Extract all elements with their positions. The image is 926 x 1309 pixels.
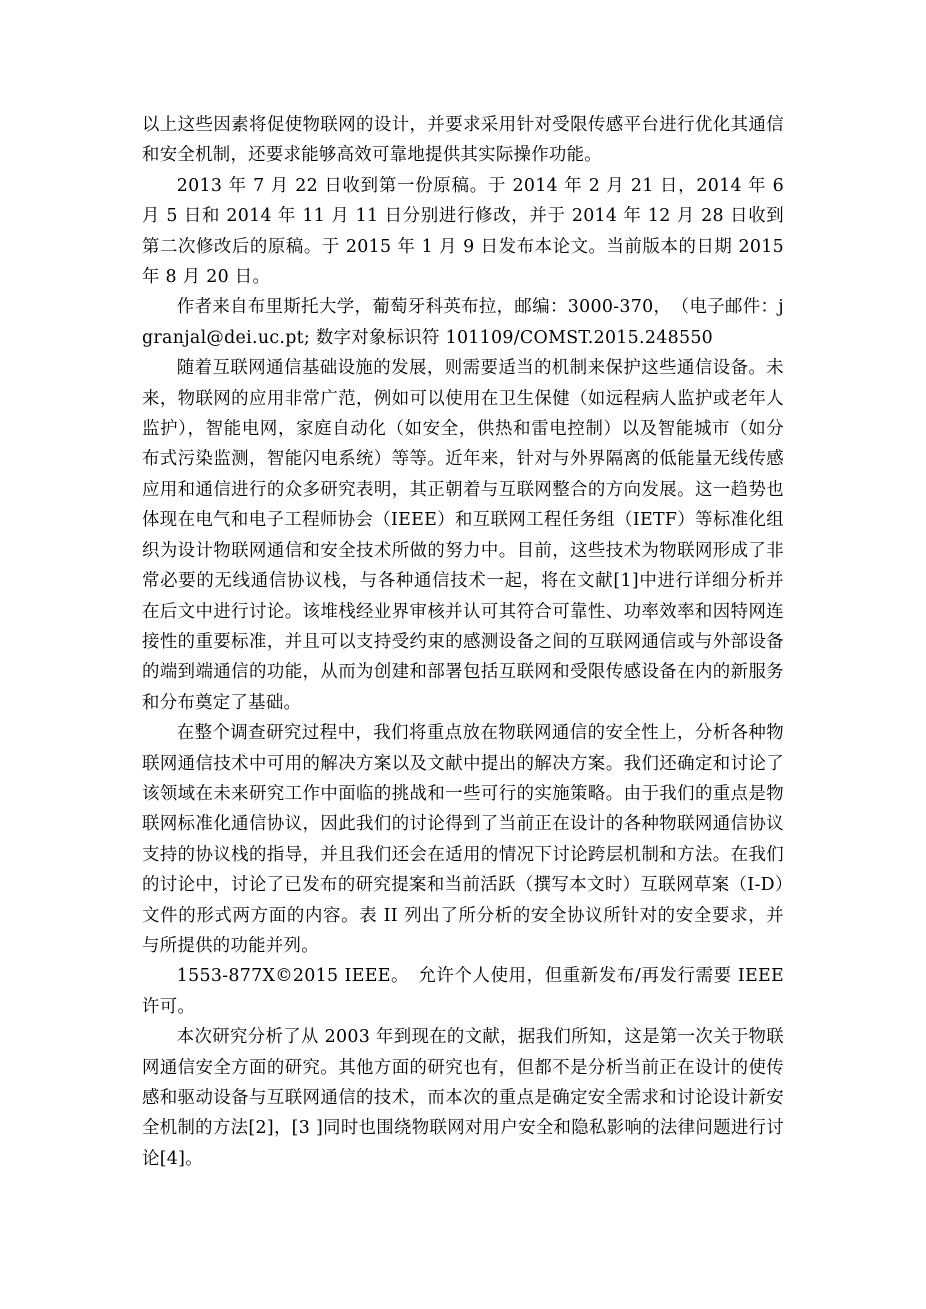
document-page — [142, 110, 784, 1174]
paragraph-survey-scope: 在整个调查研究过程中，我们将重点放在物联网通信的安全性上，分析各种物联网通信技术中可用的解决方案以及文献中提出的解决方案。我们还确定和讨论了该领域在未来研究工作中面临的挑战和一些可行的实施策略。由于我们的重点是物联网标准化通信协议，因此我们的讨论得到了当前正在设计的各种物联网通信协议支持的协议栈的指导，并且我们还会在适用的情况下讨论跨层机制和方法。在我们的讨论中，讨论了已发布的研究提案和当前活跃（撰写本文时）互联网草案（I-D）文件的形式两方面的内容。表 II 列出了所分析的安全协议所针对的安全要求，并与所提供的功能并列。 — [142, 723, 784, 956]
paragraph-author-affiliation: 作者来自布里斯托大学，葡萄牙科英布拉，邮编：3000-370， （电子邮件：jgranjal@dei.uc.pt; 数字对象标识符 101109/COMST.2015.248550 — [142, 297, 784, 348]
paragraph-continuation: 以上这些因素将促使物联网的设计，并要求采用针对受限传感平台进行优化其通信和安全机制，还要求能够高效可靠地提供其实际操作功能。 — [142, 115, 784, 166]
paragraph-literature-analysis: 本次研究分析了从 2003 年到现在的文献，据我们所知，这是第一次关于物联网通信安全方面的研究。其他方面的研究也有，但都不是分析当前正在设计的使传感和驱动设备与互联网通信的技术，而本次的重点是确定安全需求和讨论设计新安全机制的方法[2]，[3 ]同时也围绕物联网对用户安全和隐私影响的法律问题进行讨论[4]。 — [142, 1027, 784, 1169]
paragraph-copyright: 1553-877X©2015 IEEE。 允许个人使用，但重新发布/再发行需要 IEEE 许可。 — [142, 966, 784, 1017]
paragraph-received-dates: 2013 年 7 月 22 日收到第一份原稿。于 2014 年 2 月 21 日，2014 年 6 月 5 日和 2014 年 11 月 11 日分别进行修改，并于 2014 年 12 月 28 日收到第二次修改后的原稿。于 2015 年 1 月 9 日发布本论文。当前版本的日期 2015 年 8 月 20 日。 — [142, 175, 784, 288]
paragraph-background: 随着互联网通信基础设施的发展，则需要适当的机制来保护这些通信设备。未来，物联网的应用非常广范，例如可以使用在卫生保健（如远程病人监护或老年人监护），智能电网，家庭自动化（如安全，供热和雷电控制）以及智能城市（如分布式污染监测，智能闪电系统）等等。近年来，针对与外界隔离的低能量无线传感应用和通信进行的众多研究表明，其正朝着与互联网整合的方向发展。这一趋势也体现在电气和电子工程师协会（IEEE）和互联网工程任务组（IETF）等标准化组织为设计物联网通信和安全技术所做的努力中。目前，这些技术为物联网形成了非常必要的无线通信协议栈，与各种通信技术一起，将在文献[1]中进行详细分析并在后文中进行讨论。该堆栈经业界审核并认可其符合可靠性、功率效率和因特网连接性的重要标准，并且可以支持受约束的感测设备之间的互联网通信或与外部设备的端到端通信的功能，从而为创建和部署包括互联网和受限传感设备在内的新服务和分布奠定了基础。 — [142, 358, 784, 713]
